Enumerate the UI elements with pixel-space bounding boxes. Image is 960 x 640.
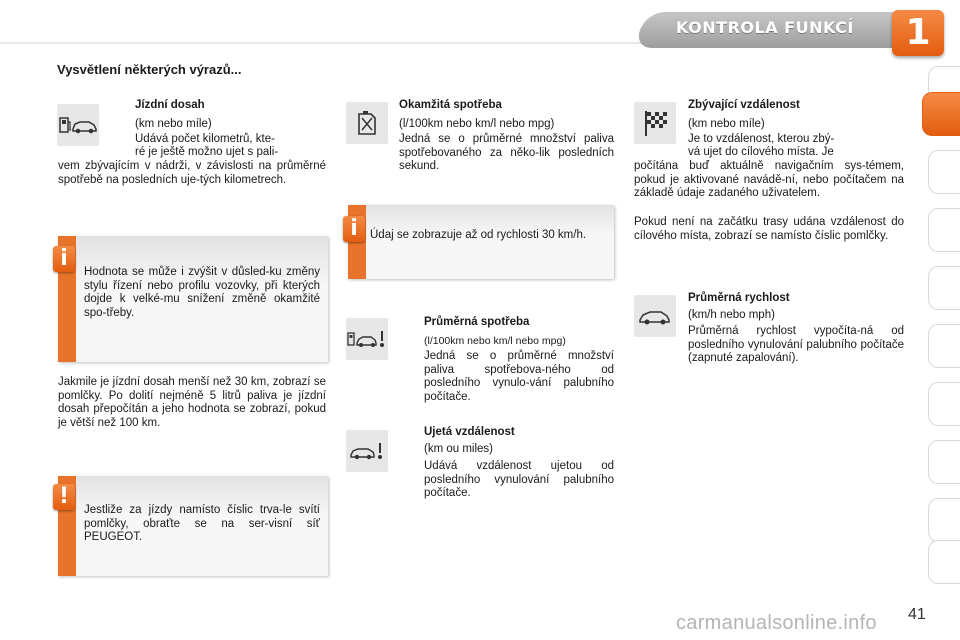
warning-note	[58, 476, 328, 576]
heading-range: Jízdní dosah	[135, 99, 205, 111]
info-note	[58, 236, 328, 362]
text-average-consumption: Jedná se o průměrné množství paliva spotřebova-ného od posledního vynulo-vání palubního počítače.	[424, 350, 614, 403]
heading-average-consumption: Průměrná spotřeba	[424, 316, 530, 328]
heading-instant-consumption: Okamžitá spotřeba	[399, 99, 502, 111]
warning-note-text: Jestliže za jízdy namísto číslic trva-le svítí pomlčky, obraťte se na ser-visní síť PEUGEOT.	[84, 504, 320, 543]
fuel-can-icon	[346, 102, 388, 144]
info-note-text: Údaj se zobrazuje až od rychlosti 30 km/h.	[370, 229, 587, 241]
unit-range: (km nebo míle)	[135, 118, 212, 130]
chapter-tab[interactable]	[928, 382, 960, 426]
text-range-line1: Udává počet kilometrů, kte-	[135, 133, 275, 145]
unit-remaining-distance: (km nebo míle)	[688, 118, 765, 130]
chapter-tab[interactable]	[928, 208, 960, 252]
text-average-speed: Průměrná rychlost vypočíta-ná od posledního vynulování palubního počítače (zapnuté zapalování).	[688, 325, 904, 364]
chapter-title: KONTROLA FUNKCÍ	[676, 18, 854, 37]
chapter-tab[interactable]	[928, 540, 960, 584]
page-number: 41	[908, 606, 926, 623]
info-note-text: Hodnota se může i zvýšit v důsled-ku změny stylu řízení nebo profilu vozovky, při kterých dojde k velké-mu snížení změně okamžité spo-třeby.	[84, 266, 320, 319]
unit-instant-consumption: (l/100km nebo km/l nebo mpg)	[399, 118, 555, 130]
info-note	[348, 205, 614, 279]
info-icon: i	[53, 246, 75, 272]
text-range-line2: ré je ještě možno ujet s pali-	[135, 146, 279, 158]
text-distance-travelled: Udává vzdálenost ujetou od posledního vynulování palubního počítače.	[424, 460, 614, 499]
info-icon: i	[343, 216, 365, 242]
car-icon	[634, 295, 676, 337]
heading-distance-travelled: Ujetá vzdálenost	[424, 426, 515, 438]
text-remaining-rest: počítána buď aktuálně navigačním sys-témem, pokud je aktivované navádě-ní, nebo počítačem na základě údaje zadaného uživatelem.	[634, 160, 904, 199]
unit-average-consumption: (l/100km nebo km/l nebo mpg)	[424, 335, 566, 347]
paragraph-range-dashes: Jakmile je jízdní dosah menší než 30 km, zobrazí se pomlčky. Po dolití nejméně 5 litrů paliva je jízdní dosah přepočítán a jeho hodnota se zobrazí, pokud je větší než 100 km.	[58, 376, 326, 429]
chapter-tab[interactable]	[928, 324, 960, 368]
section-title: Vysvětlení některých výrazů...	[57, 62, 242, 77]
chapter-number-badge	[892, 10, 944, 56]
heading-average-speed: Průměrná rychlost	[688, 292, 790, 304]
text-remaining-dashes: Pokud není na začátku trasy udána vzdálenost do cílového místa, zobrazí se namísto číslic pomlčky.	[634, 216, 904, 242]
text-range-rest: vem zbývajícím v nádrži, v závislosti na průměrné spotřebě na posledních uje-tých kilometrech.	[58, 160, 326, 186]
warning-icon: !	[53, 484, 75, 510]
text-remaining-line1: Je to vzdálenost, kterou zbý-	[688, 133, 835, 145]
chapter-tab-active[interactable]	[922, 92, 960, 136]
fuel-pump-car-gauge-icon	[346, 318, 388, 360]
chapter-tab[interactable]	[928, 150, 960, 194]
unit-distance-travelled: (km ou miles)	[424, 443, 494, 455]
chapter-number: 1	[905, 12, 931, 53]
fuel-pump-car-icon	[57, 104, 99, 146]
page-header	[0, 0, 960, 60]
chapter-tab[interactable]	[928, 440, 960, 484]
text-instant-consumption: Jedná se o průměrné množství paliva spotřebovaného za něko-lik posledních sekund.	[399, 133, 614, 172]
unit-average-speed: (km/h nebo mph)	[688, 309, 775, 321]
watermark: carmanualsonline.info	[676, 612, 877, 634]
text-remaining-line2: vá ujet do cílového místa. Je	[688, 146, 834, 158]
heading-remaining-distance: Zbývající vzdálenost	[688, 99, 800, 111]
checkered-flag-icon	[634, 102, 676, 144]
chapter-tab[interactable]	[928, 266, 960, 310]
car-gauge-icon	[346, 430, 388, 472]
chapter-tab[interactable]	[928, 498, 960, 542]
